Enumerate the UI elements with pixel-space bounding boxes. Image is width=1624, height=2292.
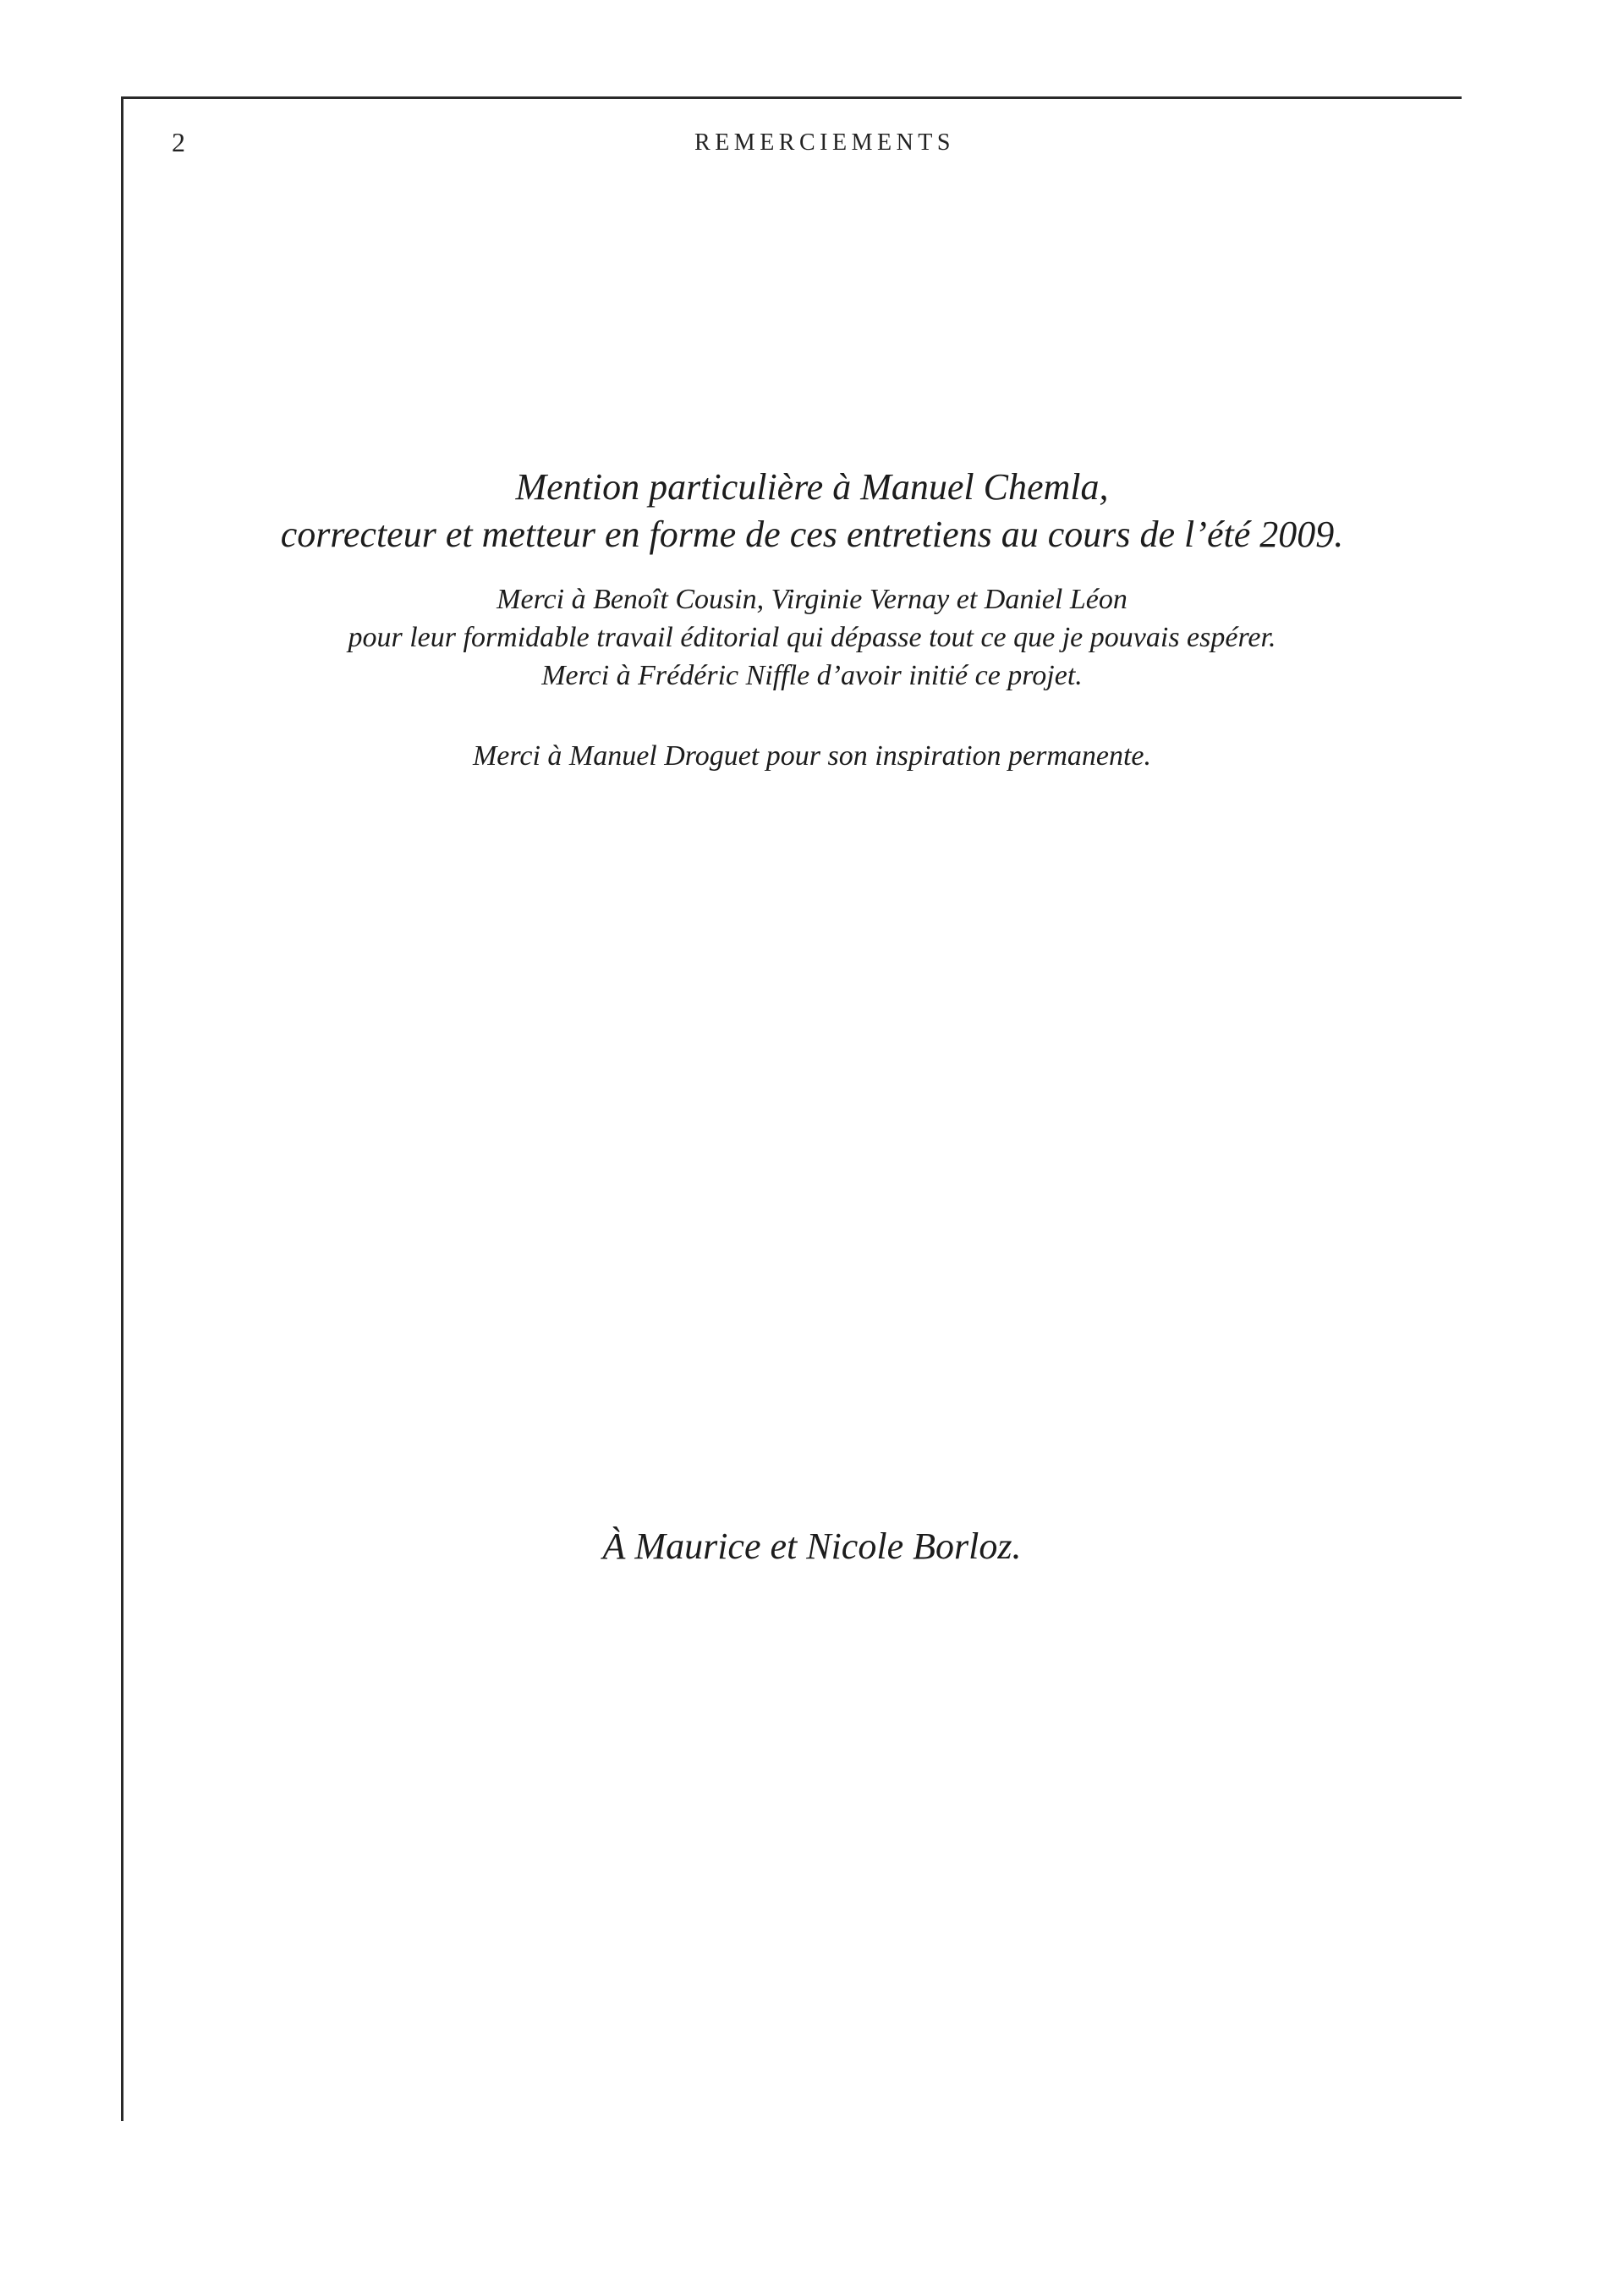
top-rule xyxy=(121,96,1462,99)
thanks-paragraph xyxy=(0,580,1624,695)
special-mention xyxy=(0,464,1624,558)
thanks-line-1: Merci à Benoît Cousin, Virginie Vernay et Daniel Léon xyxy=(497,584,1127,615)
thanks-final-line: Merci à Manuel Droguet pour son inspiration permanente. xyxy=(472,740,1152,772)
page-number: 2 xyxy=(172,127,185,157)
thanks-line-2: pour leur formidable travail éditorial qui dépasse tout ce que je pouvais espérer. xyxy=(348,622,1276,653)
mention-line-2: correcteur et metteur en forme de ces entretiens au cours de l’été 2009. xyxy=(280,514,1344,555)
running-title: REMERCIEMENTS xyxy=(694,129,955,156)
mention-line-1: Mention particulière à Manuel Chemla, xyxy=(515,466,1109,508)
thanks-line-3: Merci à Frédéric Niffle d’avoir initié ce projet. xyxy=(541,660,1083,691)
left-rule xyxy=(121,96,123,2121)
dedication: À Maurice et Nicole Borloz. xyxy=(602,1525,1022,1567)
